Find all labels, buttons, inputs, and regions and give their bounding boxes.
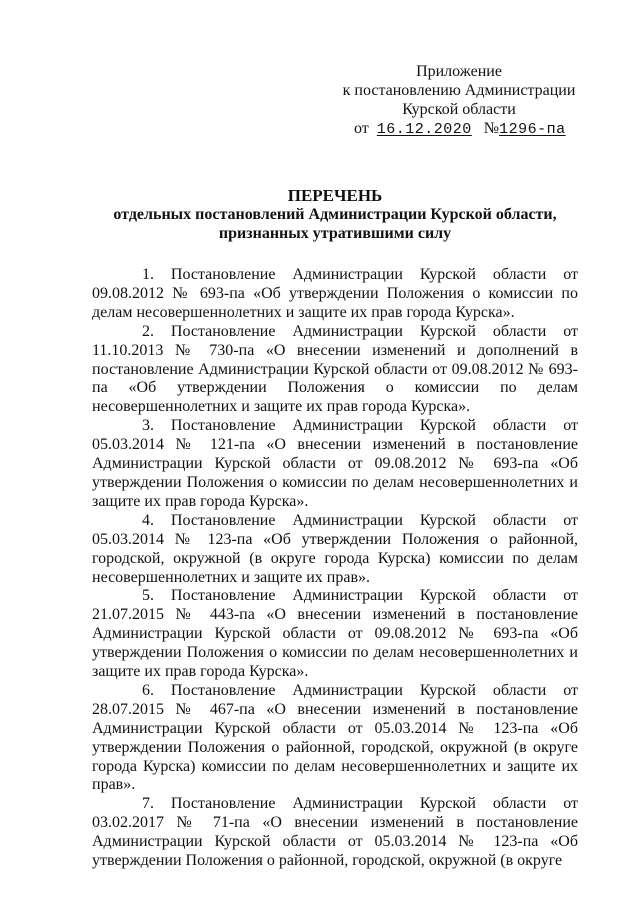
appendix-date-line	[330, 119, 588, 139]
list-item: 7. Постановление Администрации Курской области от 03.02.2017 № 71-па «О внесении изменений в постановление Администрации Курской области от 05.03.2014 № 123-па «Об утверждении Положения о районной, городской, окружной (в округе	[92, 795, 578, 870]
number-prefix: №	[483, 120, 500, 137]
list-item: 4. Постановление Администрации Курской области от 05.03.2014 № 123-па «Об утверждении Положения о районной, городской, окружной (в округе города Курска) комиссии по делам несовершеннолетних и защите их прав».	[92, 511, 578, 586]
appendix-header	[330, 62, 588, 139]
decree-date: 16.12.2020	[376, 121, 472, 138]
list-item: 6. Постановление Администрации Курской области от 28.07.2015 № 467-па «О внесении изменений в постановление Администрации Курской области от 05.03.2014 № 123-па «Об утверждении Положения о районной, городской, окружной (в округе города Курска) комиссии по делам несовершеннолетних и защите их прав».	[92, 681, 578, 794]
date-prefix: от	[354, 120, 369, 137]
decree-number: 1296-па	[499, 121, 566, 138]
appendix-region: Курской области	[402, 101, 516, 118]
list-item: 5. Постановление Администрации Курской области от 21.07.2015 № 443-па «О внесении изменений в постановление Администрации Курской области от 09.08.2012 № 693-па «Об утверждении Положения о комиссии по делам несовершеннолетних и защите их прав города Курска».	[92, 587, 578, 681]
title-sub-2: признанных утратившими силу	[218, 225, 452, 242]
list-item: 3. Постановление Администрации Курской области от 05.03.2014 № 121-па «О внесении изменений в постановление Администрации Курской области от 09.08.2012 № 693-па «Об утверждении Положения о комиссии по делам несовершеннолетних и защите их прав города Курска».	[92, 417, 578, 510]
document-title	[90, 186, 580, 243]
title-sub-1: отдельных постановлений Администрации Курской области,	[113, 206, 557, 223]
list-item: 1. Постановление Администрации Курской области от 09.08.2012 № 693-па «Об утверждении Положения о комиссии по делам несовершеннолетних и защите их прав города Курска».	[92, 266, 578, 321]
appendix-reference: к постановлению Администрации	[342, 82, 576, 99]
document-body	[92, 266, 578, 871]
appendix-title: Приложение	[416, 63, 502, 80]
title-main: ПЕРЕЧЕНЬ	[287, 186, 383, 205]
list-item: 2. Постановление Администрации Курской области от 11.10.2013 № 730-па «О внесении изменений и дополнений в постановление Администрации Курской области от 09.08.2012 № 693-па «Об утверждении Положения о комиссии по делам несовершеннолетних и защите их прав города Курска».	[92, 322, 578, 416]
